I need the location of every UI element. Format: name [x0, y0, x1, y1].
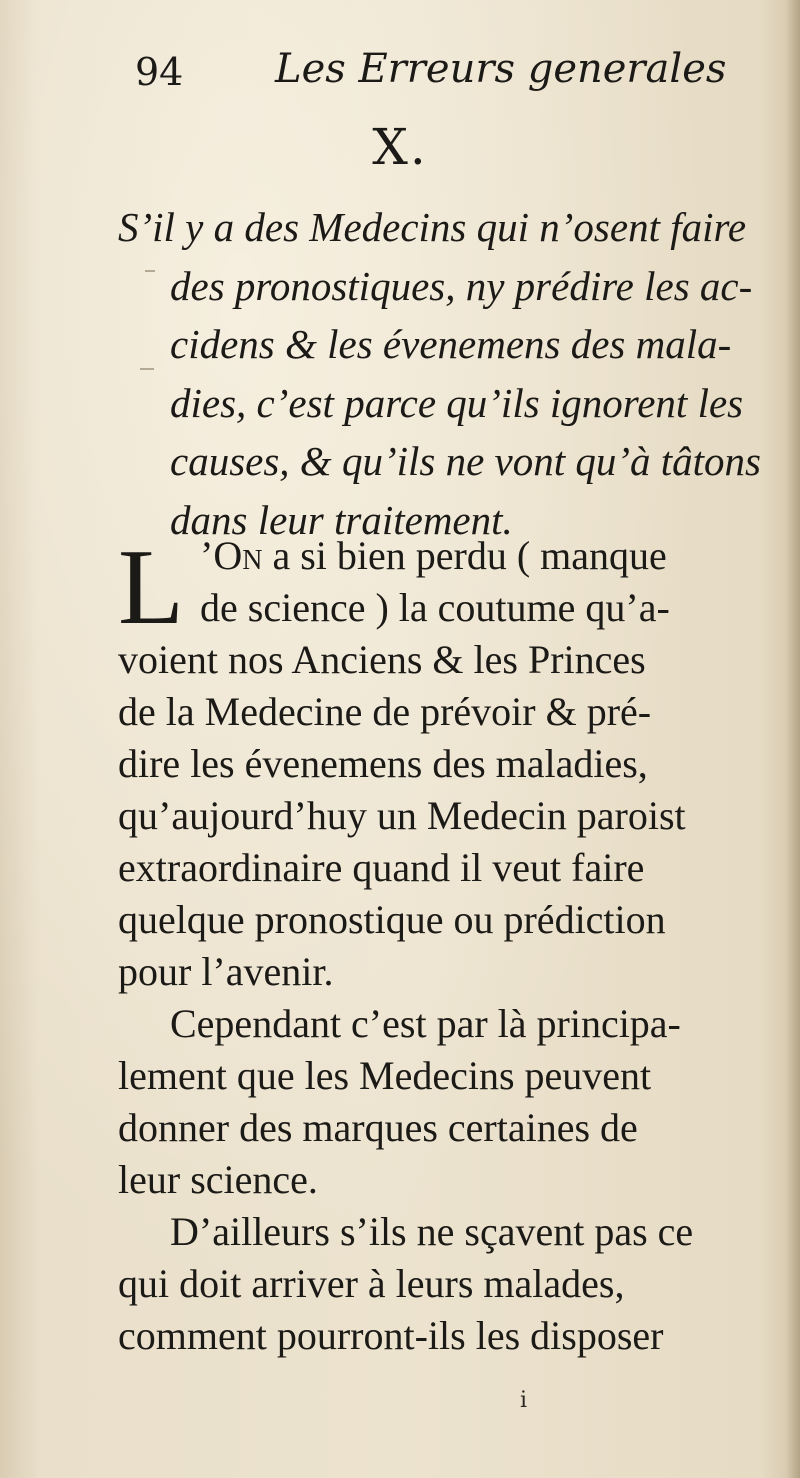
text-line: qu’aujourd’huy un Medecin paroist: [118, 793, 686, 838]
text-line: [118, 530, 768, 582]
chapter-summary: [118, 198, 768, 549]
text-line: pour l’avenir.: [118, 949, 334, 994]
signature-mark: i: [520, 1388, 528, 1413]
text-line: donner des marques certaines de: [118, 1105, 638, 1150]
page-edge-shadow: [786, 0, 800, 1478]
text-line: Cependant c’est par là principa-: [170, 1001, 681, 1046]
opening-word: ’On: [200, 533, 263, 578]
summary-line: S’il y a des Medecins qui n’osent faire: [118, 204, 747, 250]
chapter-number: X.: [372, 118, 428, 176]
text-line: voient nos Anciens & les Princes: [118, 637, 646, 682]
page-number: 94: [135, 50, 184, 94]
text-line: D’ailleurs s’ils ne sçavent pas ce: [170, 1209, 694, 1254]
text-line: dire les évenemens des maladies,: [118, 741, 648, 786]
text-line: leur science.: [118, 1157, 318, 1202]
summary-line: des pronostiques, ny prédire les ac-: [170, 262, 753, 309]
summary-line: causes, & qu’ils ne vont qu’à tâtons: [170, 438, 762, 484]
text-line: comment pourront-ils les disposer: [118, 1313, 664, 1358]
text-line-rest: a si bien perdu ( manque: [262, 533, 667, 578]
running-title: Les Erreurs generales: [275, 46, 727, 92]
text-line: extraordinaire quand il veut faire: [118, 845, 645, 890]
summary-line: dans leur traitement.: [170, 496, 513, 543]
summary-line: dies, c’est parce qu’ils ignorent les: [170, 379, 744, 426]
text-line: de science ) la coutume qu’a-: [200, 585, 670, 630]
text-line: qui doit arriver à leurs malades,: [118, 1261, 625, 1306]
body-text: [118, 530, 768, 1362]
drop-cap: L: [118, 528, 184, 647]
text-line: lement que les Medecins peuvent: [118, 1053, 652, 1098]
text-line: quelque pronostique ou prédiction: [118, 897, 666, 942]
running-head: [135, 42, 727, 102]
text-line: de la Medecine de prévoir & pré-: [118, 689, 652, 734]
summary-line: cidens & les évenemens des mala-: [170, 321, 732, 367]
